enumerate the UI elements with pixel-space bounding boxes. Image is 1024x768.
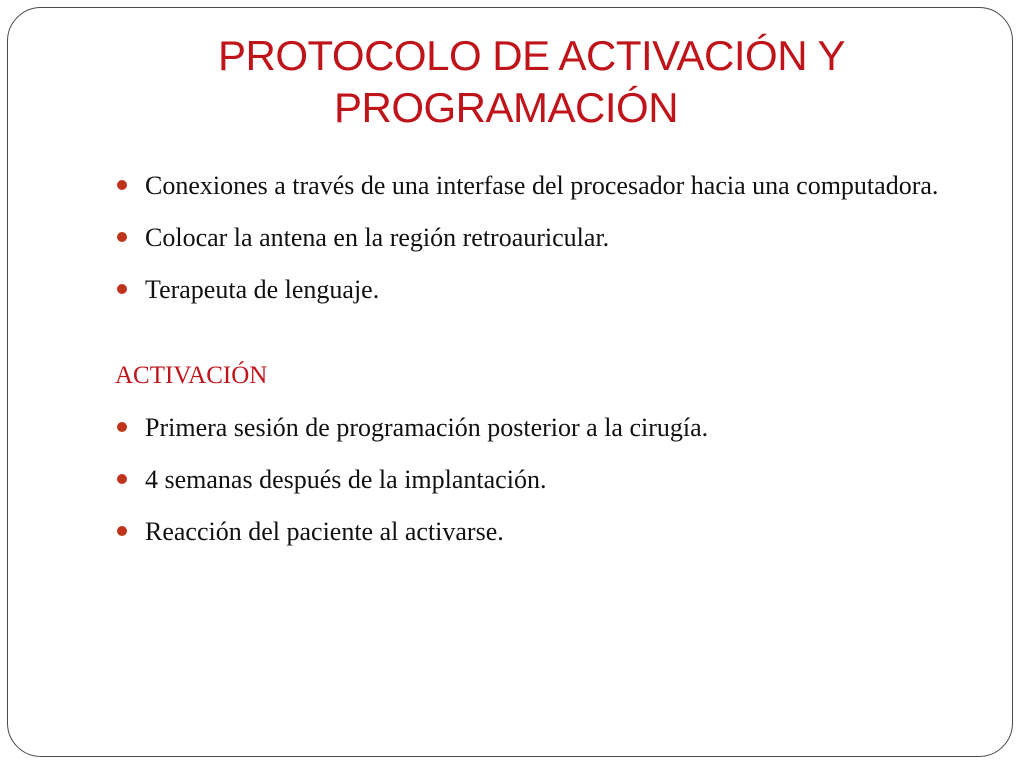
bullet-item bbox=[115, 220, 995, 255]
bullet-dot-icon bbox=[117, 232, 127, 242]
bullet-item bbox=[115, 410, 995, 445]
bullet-text: Reacción del paciente al activarse. bbox=[145, 517, 504, 546]
bullet-item bbox=[115, 272, 995, 307]
bullet-text: Colocar la antena en la región retroauricular. bbox=[145, 223, 610, 252]
bullet-dot-icon bbox=[117, 180, 127, 190]
bullet-text: Conexiones a través de una interfase del procesador hacia una computadora. bbox=[145, 171, 939, 200]
slide-title-line-2: PROGRAMACIÓN bbox=[334, 84, 679, 131]
slide-title-line-1: PROTOCOLO DE ACTIVACIÓN Y bbox=[218, 32, 845, 79]
bullet-item bbox=[115, 514, 995, 549]
slide-content bbox=[115, 168, 995, 566]
bullet-dot-icon bbox=[117, 422, 127, 432]
activation-heading: ACTIVACIÓN bbox=[115, 362, 268, 389]
bullet-item bbox=[115, 168, 995, 203]
intro-bullet-list bbox=[115, 168, 995, 307]
bullet-dot-icon bbox=[117, 474, 127, 484]
bullet-text: 4 semanas después de la implantación. bbox=[145, 465, 547, 494]
section-gap bbox=[115, 324, 995, 358]
activation-bullet-list bbox=[115, 410, 995, 549]
slide-title bbox=[0, 30, 1024, 134]
bullet-text: Terapeuta de lenguaje. bbox=[145, 275, 380, 304]
bullet-dot-icon bbox=[117, 284, 127, 294]
bullet-text: Primera sesión de programación posterior a la cirugía. bbox=[145, 413, 709, 442]
bullet-item bbox=[115, 462, 995, 497]
bullet-dot-icon bbox=[117, 526, 127, 536]
